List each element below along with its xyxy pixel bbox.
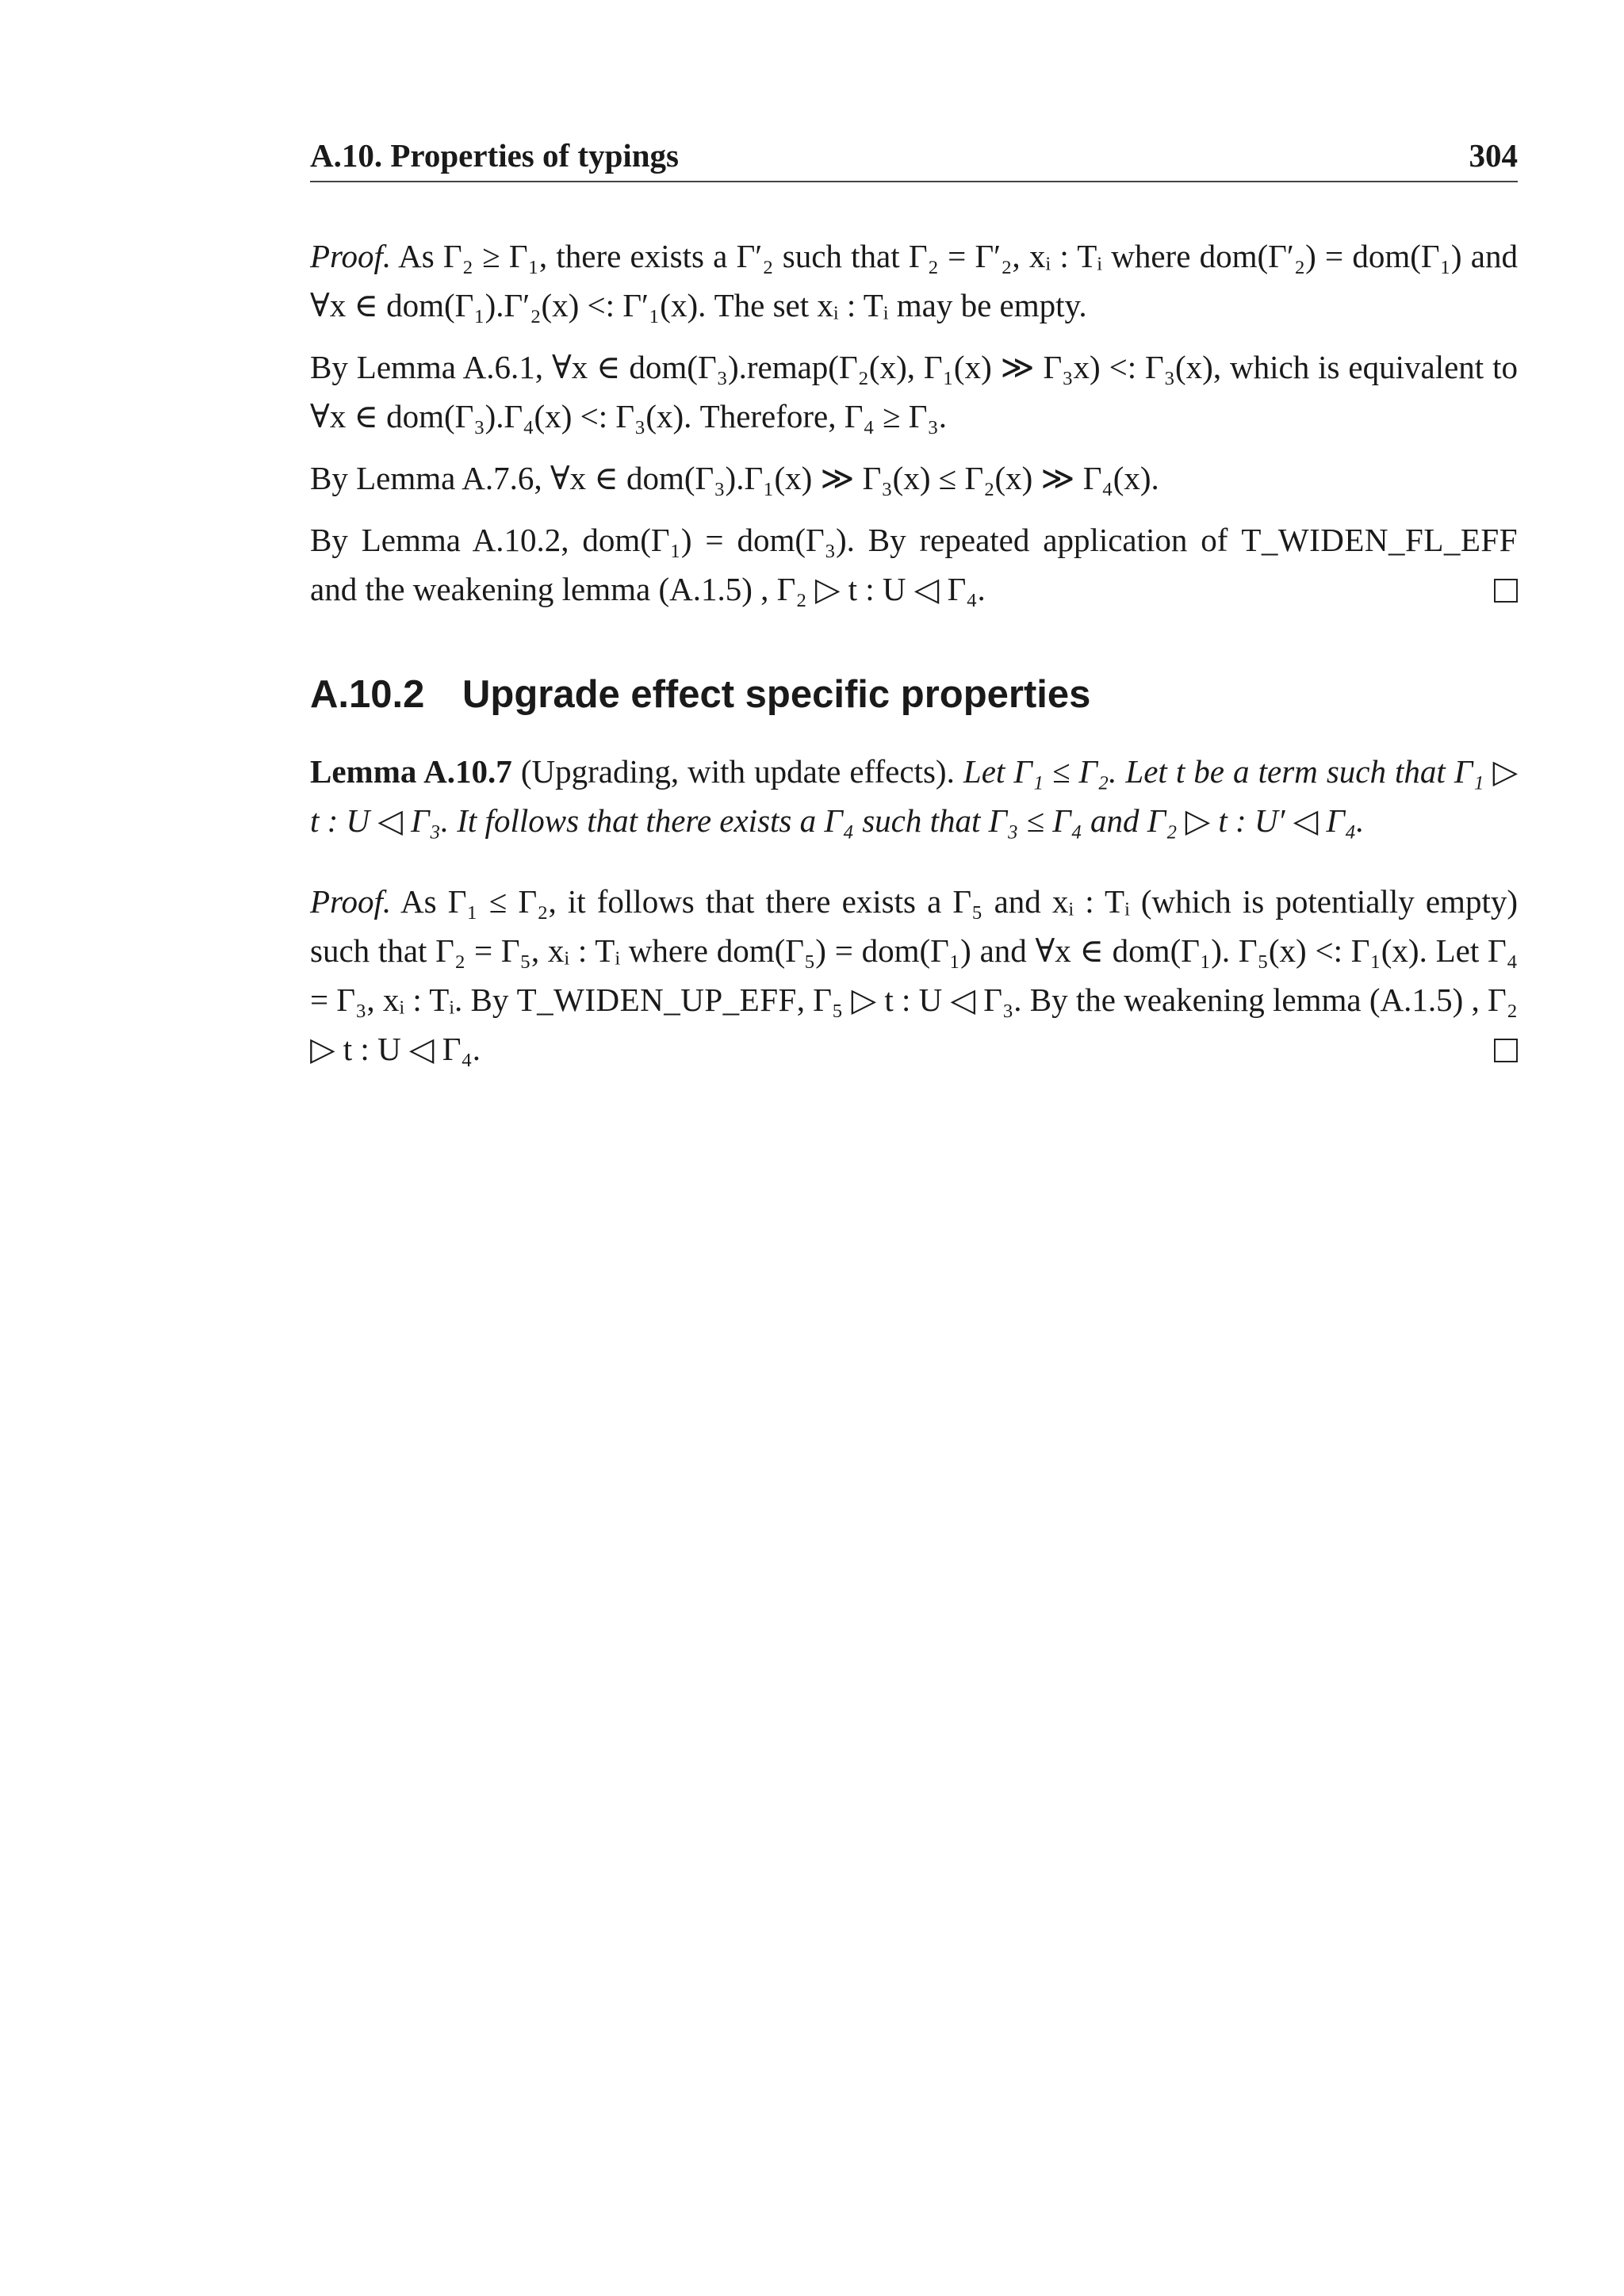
rule-name-2: T_WIDEN_UP_EFF (516, 982, 797, 1018)
rule-name: T_WIDEN_FL_EFF (1241, 522, 1519, 558)
proof-label-2: Proof. (310, 883, 392, 920)
proof-paragraph-1 (310, 232, 1518, 330)
lemma-name: (Upgrading, with update effects). (520, 753, 955, 790)
proof-label: Proof. (310, 238, 392, 274)
proof-paragraph-2 (310, 877, 1518, 1073)
paragraph-lemma-a102 (310, 515, 1518, 614)
section-number: A.10.2 (310, 673, 425, 716)
proof-1-text: As Γ₂ ≥ Γ₁, there exists a Γ′₂ such that Γ₂ = Γ′₂, xᵢ : Tᵢ where dom(Γ′₂) = dom(Γ₁) and ∀x ∈ dom(Γ₁).Γ′₂(x) <: Γ′₁(x). The set xᵢ : Tᵢ may be empty. (310, 238, 1519, 323)
section-heading (310, 671, 1518, 718)
qed-icon (1494, 579, 1518, 603)
running-header (310, 136, 1518, 182)
para4-text-b: and the weakening lemma (A.1.5) , Γ₂ ▷ t : U ◁ Γ₄. (310, 571, 986, 607)
para4-text-a: By Lemma A.10.2, dom(Γ₁) = dom(Γ₃). By repeated application of (310, 522, 1228, 558)
header-section-title: A.10. Properties of typings (310, 137, 680, 174)
paragraph-lemma-a76: By Lemma A.7.6, ∀x ∈ dom(Γ₃).Γ₁(x) ≫ Γ₃(x) ≤ Γ₂(x) ≫ Γ₄(x). (310, 460, 1159, 496)
lemma-label: Lemma A.10.7 (310, 753, 512, 790)
proof-2-text-a: As Γ₁ ≤ Γ₂, it follows that there exists a Γ₅ and xᵢ : Tᵢ (which is potentially empty) such that Γ₂ = Γ₅, xᵢ : Tᵢ where dom(Γ₅) = dom(Γ₁) and ∀x ∈ dom(Γ₁). Γ₅(x) <: Γ₁(x). Let Γ₄ = Γ₃, xᵢ : Tᵢ. By (310, 883, 1518, 1018)
proof-2-text-b: , Γ₅ ▷ t : U ◁ Γ₃. By the weakening lemma (A.1.5) , Γ₂ ▷ t : U ◁ Γ₄. (310, 982, 1519, 1067)
body-text (310, 232, 1518, 1086)
paragraph-lemma-a61: By Lemma A.6.1, ∀x ∈ dom(Γ₃).remap(Γ₂(x), Γ₁(x) ≫ Γ₃x) <: Γ₃(x), which is equivalent to ∀x ∈ dom(Γ₃).Γ₄(x) <: Γ₃(x). Therefore, Γ₄ ≥ Γ₃. (310, 349, 1518, 434)
section-title: Upgrade effect specific properties (462, 673, 1091, 716)
lemma-statement: Let Γ₁ ≤ Γ₂. Let t be a term such that Γ₁ ▷ t : U ◁ Γ₃. It follows that there exists a Γ₄ such that Γ₃ ≤ Γ₄ and Γ₂ ▷ t : U′ ◁ Γ₄. (310, 753, 1519, 839)
qed-icon-2 (1494, 1039, 1518, 1062)
page-number: 304 (1469, 137, 1518, 174)
lemma-a107 (310, 747, 1518, 845)
